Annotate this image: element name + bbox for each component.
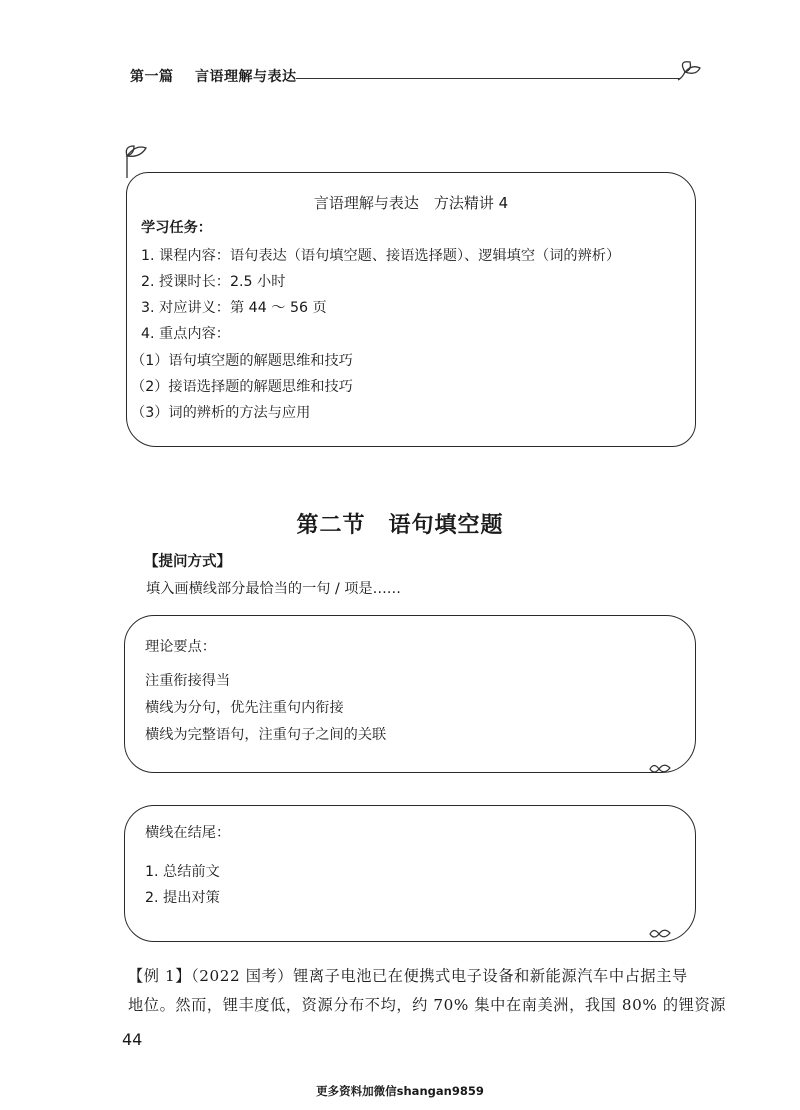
theory-line: 横线为完整语句，注重句子之间的关联 (145, 727, 387, 743)
question-format-label: 【提问方式】 (144, 554, 231, 570)
running-header (130, 66, 297, 86)
task-box-title: 言语理解与表达 方法精讲 4 (313, 194, 509, 212)
section-title: 第二节 语句填空题 (296, 512, 504, 538)
task-line: 3. 对应讲义：第 44 ～ 56 页 (141, 300, 327, 316)
task-line: （3）词的辨析的方法与应用 (131, 405, 311, 421)
task-heading: 学习任务： (141, 220, 212, 236)
header-rule (296, 78, 680, 79)
ending-heading: 横线在结尾： (145, 825, 231, 841)
header-title: 言语理解与表达 (195, 69, 297, 85)
footer-note: 更多资料加微信shangan9859 (316, 1084, 484, 1098)
task-line: （1）语句填空题的解题思维和技巧 (131, 353, 353, 369)
task-line: 1. 课程内容：语句表达（语句填空题、接语选择题）、逻辑填空（词的辨析） (141, 248, 621, 264)
theory-line: 横线为分句，优先注重句内衔接 (145, 700, 344, 716)
theory-line: 注重衔接得当 (145, 673, 231, 689)
task-line: 2. 授课时长：2.5 小时 (141, 274, 286, 290)
page-number: 44 (122, 1030, 143, 1049)
ending-line-box (124, 805, 696, 942)
task-line: 4. 重点内容： (141, 326, 230, 342)
ending-line: 2. 提出对策 (145, 890, 220, 906)
theory-heading: 理论要点： (145, 639, 216, 655)
question-format-text: 填入画横线部分最恰当的一句 / 项是…… (146, 581, 401, 597)
example-line: 地位。然而，锂丰度低，资源分布不均，约 70% 集中在南美洲，我国 80% 的锂资源 (128, 996, 727, 1014)
task-line: （2）接语选择题的解题思维和技巧 (131, 379, 353, 395)
sprout-icon (648, 762, 672, 776)
theory-points-box (124, 615, 696, 773)
learning-task-box (126, 172, 696, 447)
sprout-icon (648, 927, 672, 941)
example-line: 【例 1】（2022 国考）锂离子电池已在便携式电子设备和新能源汽车中占据主导 (128, 967, 688, 985)
ending-line: 1. 总结前文 (145, 864, 220, 880)
header-part: 第一篇 (130, 69, 174, 85)
sprout-icon (672, 58, 702, 82)
